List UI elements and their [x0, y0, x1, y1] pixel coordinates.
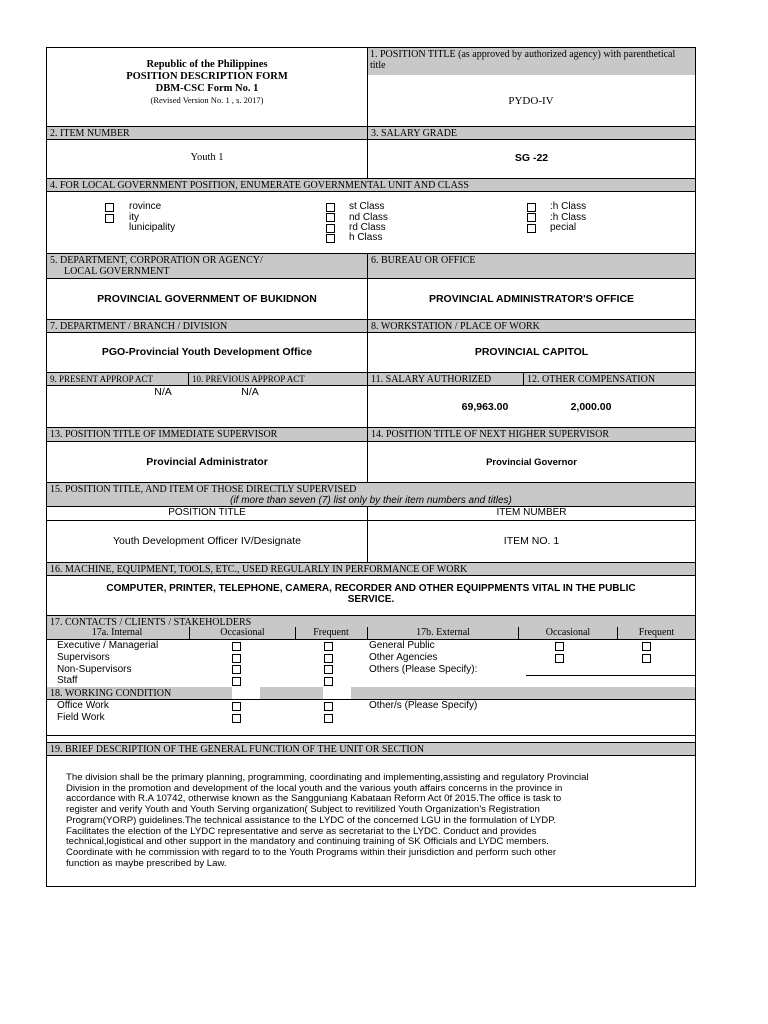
s13-value[interactable]: Provincial Administrator: [146, 456, 268, 468]
s19-line: Facilitates the election of the LYDC representative and serve as secretariat to the LYDC. Conduct and provides: [66, 825, 537, 837]
field-work-frequent-checkbox[interactable]: [324, 714, 333, 723]
s18-label: 18. WORKING CONDITION: [47, 687, 695, 699]
fifth-class-checkbox[interactable]: [527, 203, 536, 212]
form-number: DBM-CSC Form No. 1: [155, 83, 259, 94]
external-agencies-label: Other Agencies: [369, 652, 438, 663]
s19-line: technical,logistical and other support in the mandatory and continuing training of SK Officials and LYDC members.: [66, 836, 549, 848]
s19-line: The division shall be the primary planning, programming, coordinating and implementing,assisting and regulatory Provincial: [66, 772, 589, 783]
s18-gap-2: [323, 687, 351, 699]
sixth-class-label: :h Class: [550, 212, 587, 223]
s16-label: 16. MACHINE, EQUIPMENT, TOOLS, ETC., USED REGULARLY IN PERFORMANCE OF WORK: [47, 563, 695, 575]
s7-value[interactable]: PGO-Provincial Youth Development Office: [101, 346, 313, 358]
office-work-occasional-checkbox[interactable]: [232, 702, 241, 711]
third-class-label: rd Class: [349, 222, 386, 233]
third-class-checkbox[interactable]: [326, 224, 335, 233]
s2-label: 2. ITEM NUMBER: [47, 127, 367, 139]
s15-item-value[interactable]: ITEM NO. 1: [503, 535, 560, 547]
others-specify-line[interactable]: [526, 675, 696, 676]
supervisors-frequent-checkbox[interactable]: [324, 654, 333, 663]
province-label: rovince: [129, 201, 162, 212]
executive-frequent-checkbox[interactable]: [324, 642, 333, 651]
fifth-class-label: :h Class: [550, 201, 587, 212]
s15-position-value[interactable]: Youth Development Officer IV/Designate: [113, 535, 301, 547]
s17-label: 17. CONTACTS / CLIENTS / STAKEHOLDERS: [47, 616, 695, 627]
office-work-label: Office Work: [57, 700, 109, 711]
s4-label: 4. FOR LOCAL GOVERNMENT POSITION, ENUMERATE GOVERNMENTAL UNIT AND CLASS: [47, 179, 695, 191]
s3-label: 3. SALARY GRADE: [368, 127, 695, 139]
external-public-label: General Public: [369, 640, 435, 651]
staff-frequent-checkbox[interactable]: [324, 677, 333, 686]
public-frequent-checkbox[interactable]: [642, 642, 651, 651]
s15-label: 15. POSITION TITLE, AND ITEM OF THOSE DIRECTLY SUPERVISED: [47, 483, 695, 494]
s19-line: Coordinate with he commission with regard to to the Youth Programs within their jurisdiction and perform such other: [66, 846, 557, 858]
first-class-checkbox[interactable]: [326, 203, 335, 212]
s16-value-line1[interactable]: COMPUTER, PRINTER, TELEPHONE, CAMERA, RECORDER AND OTHER EQUIPPMENTS VITAL IN THE PUBLIC: [106, 583, 636, 594]
province-checkbox[interactable]: [105, 203, 114, 212]
city-checkbox[interactable]: [105, 214, 114, 223]
s2-value[interactable]: Youth 1: [190, 152, 224, 163]
s6-label: 6. BUREAU OR OFFICE: [368, 254, 695, 278]
internal-staff-label: Staff: [57, 675, 78, 686]
s8-value[interactable]: PROVINCIAL CAPITOL: [474, 346, 589, 358]
s6-value[interactable]: PROVINCIAL ADMINISTRATOR'S OFFICE: [428, 293, 635, 305]
s15-col-position: POSITION TITLE: [168, 507, 246, 518]
s12-label: 12. OTHER COMPENSATION: [524, 373, 695, 385]
s11-value[interactable]: 69,963.00: [461, 401, 509, 413]
frequent-header-internal: Frequent: [313, 627, 349, 638]
s15-note: (if more than seven (7) list only by their item numbers and titles): [47, 494, 695, 506]
first-class-label: st Class: [349, 201, 385, 212]
s19-line: accordance with R.A 10742, otherwise known as the Sangguniang Kabataan Reform Act 0f 2015.The office is task to: [66, 793, 562, 805]
s8-label: 8. WORKSTATION / PLACE OF WORK: [368, 320, 695, 332]
nonsupervisors-occasional-checkbox[interactable]: [232, 665, 241, 674]
occasional-header-internal: Occasional: [220, 627, 265, 638]
internal-nonsupervisors-label: Non-Supervisors: [57, 664, 132, 675]
s19-description[interactable]: [66, 773, 694, 869]
field-work-occasional-checkbox[interactable]: [232, 714, 241, 723]
internal-header: 17a. Internal: [91, 627, 143, 638]
s3-value[interactable]: SG -22: [514, 152, 549, 164]
revised-version: (Revised Version No. 1 , s. 2017): [150, 95, 264, 105]
supervisors-occasional-checkbox[interactable]: [232, 654, 241, 663]
external-header: 17b. External: [416, 627, 470, 638]
s19-line: Division in the promotion and development of the local youth and the various youth affairs concerns in the province in: [66, 782, 563, 794]
fourth-class-label: h Class: [349, 232, 383, 243]
special-label: pecial: [550, 222, 577, 233]
agencies-occasional-checkbox[interactable]: [555, 654, 564, 663]
form-title: POSITION DESCRIPTION FORM: [126, 71, 288, 82]
internal-supervisors-label: Supervisors: [57, 652, 110, 663]
s19-line: register and verify Youth and Youth Serving organization( Subject to revitilized Youth Organization's Registration: [66, 804, 540, 816]
sixth-class-checkbox[interactable]: [527, 213, 536, 222]
occasional-header-external: Occasional: [545, 627, 591, 638]
s5-value[interactable]: PROVINCIAL GOVERNMENT OF BUKIDNON: [97, 293, 317, 305]
second-class-checkbox[interactable]: [326, 213, 335, 222]
s12-value[interactable]: 2,000.00: [570, 401, 612, 413]
frequent-header-external: Frequent: [638, 627, 675, 638]
s9-value[interactable]: N/A: [154, 386, 172, 398]
s15-col-item: ITEM NUMBER: [496, 507, 567, 518]
agencies-frequent-checkbox[interactable]: [642, 654, 651, 663]
fourth-class-checkbox[interactable]: [326, 234, 335, 243]
s5-label: 5. DEPARTMENT, CORPORATION OR AGENCY/ LOCAL GOVERNMENT: [47, 254, 367, 278]
others-working-label: Other/s (Please Specify): [369, 700, 478, 711]
s9-label: 9. PRESENT APPROP ACT: [47, 373, 188, 385]
municipality-label: lunicipality: [129, 222, 176, 233]
s18-gap-1: [232, 687, 260, 699]
special-checkbox[interactable]: [527, 224, 536, 233]
republic-text: Republic of the Philippines: [146, 59, 268, 70]
s1-label: 1. POSITION TITLE (as approved by authorized agency) with parenthetical title: [367, 48, 695, 75]
s13-label: 13. POSITION TITLE OF IMMEDIATE SUPERVISOR: [47, 428, 367, 441]
s19-line: function as maybe prescribed by Law.: [66, 857, 227, 869]
s10-label: 10. PREVIOUS APPROP ACT: [189, 373, 367, 385]
city-label: ity: [129, 212, 139, 223]
executive-occasional-checkbox[interactable]: [232, 642, 241, 651]
second-class-label: nd Class: [349, 212, 388, 223]
s10-value[interactable]: N/A: [241, 386, 259, 398]
s11-label: 11. SALARY AUTHORIZED: [368, 373, 523, 385]
s14-label: 14. POSITION TITLE OF NEXT HIGHER SUPERVISOR: [368, 428, 695, 441]
field-work-label: Field Work: [57, 712, 105, 723]
s14-value[interactable]: Provincial Governor: [486, 457, 577, 468]
s1-value[interactable]: PYDO-IV: [508, 95, 554, 107]
staff-occasional-checkbox[interactable]: [232, 677, 241, 686]
nonsupervisors-frequent-checkbox[interactable]: [324, 665, 333, 674]
s7-label: 7. DEPARTMENT / BRANCH / DIVISION: [47, 320, 367, 332]
internal-executive-label: Executive / Managerial: [57, 640, 159, 651]
public-occasional-checkbox[interactable]: [555, 642, 564, 651]
s19-line: Program(YORP) guidelines.The technical assistance to the LYDC of the concerned LGU in the formulation of LYDP.: [66, 814, 557, 826]
external-others-label: Others (Please Specify):: [369, 664, 478, 675]
s19-label: 19. BRIEF DESCRIPTION OF THE GENERAL FUNCTION OF THE UNIT OR SECTION: [47, 743, 695, 755]
s16-value-line2[interactable]: SERVICE.: [347, 594, 395, 605]
office-work-frequent-checkbox[interactable]: [324, 702, 333, 711]
